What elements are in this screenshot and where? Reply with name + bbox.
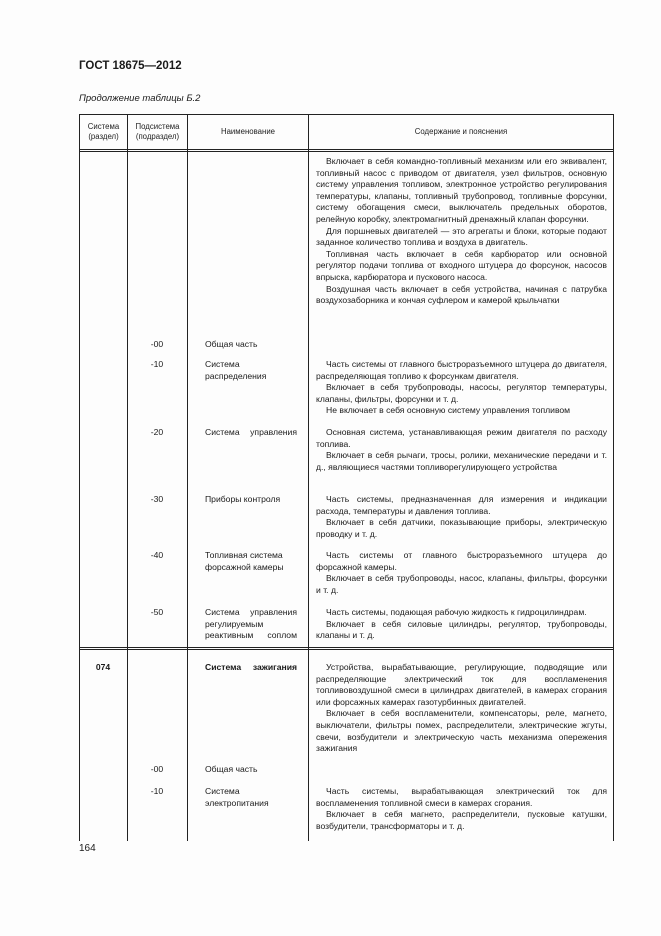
column-header-system: Система (раздел) (87, 121, 120, 141)
header-underline (79, 151, 614, 152)
table-border-left (79, 114, 80, 841)
table-caption: Продолжение таблицы Б.2 (79, 93, 201, 104)
table-row-content (316, 427, 607, 473)
table-row-content (316, 607, 607, 642)
paragraph: Основная система, устанавливающая режим двигателя по расходу топлива. (316, 427, 607, 449)
column-header-subsystem: Подсистема (подраздел) (135, 121, 180, 141)
table-row-content (316, 550, 607, 596)
paragraph: Включает в себя трубопроводы, насос, клапаны, фильтры, форсунки и т. д. (316, 573, 607, 595)
paragraph: Воздушная часть включает в себя устройства, начиная с патрубка воздухозаборника и кончая суфлером и камерой крыльчатки (316, 283, 607, 306)
item-name: Приборы контроля (205, 494, 281, 504)
table-row-content (316, 359, 607, 417)
item-name: Общая часть (205, 764, 258, 774)
item-name: Система распределения (205, 359, 267, 381)
table-b2 (79, 114, 614, 841)
table-row-content (316, 494, 607, 540)
column-header-content: Содержание и пояснения (414, 126, 508, 136)
paragraph: Включает в себя рычаги, тросы, ролики, механические передачи и т. д., являющиеся частями топливорегулирующего устройства (316, 450, 607, 472)
item-name: Система зажигания (205, 662, 297, 672)
subsystem-code: -10 (150, 786, 164, 796)
paragraph: Включает в себя магнето, распределители, пусковые катушки, возбудители, трансформаторы и т. д. (316, 809, 607, 831)
document-title: ГОСТ 18675—2012 (79, 60, 182, 72)
system-code: 074 (95, 662, 111, 672)
column-divider (127, 114, 128, 841)
section-divider (79, 647, 614, 648)
paragraph: Часть системы от главного быстроразъемного штуцера до форсажной камеры. (316, 550, 607, 572)
subsystem-code: -40 (150, 550, 164, 560)
table-border-right (613, 114, 614, 841)
item-name: Общая часть (205, 339, 258, 349)
paragraph: Для поршневых двигателей — это агрегаты и блоки, которые подают заданное количество топлива и воздуха в двигатель. (316, 225, 607, 248)
subsystem-code: -00 (150, 339, 164, 349)
paragraph: Включает в себя силовые цилиндры, регулятор, трубопроводы, клапаны и т. д. (316, 618, 607, 641)
table-row-content (316, 156, 607, 307)
item-name: Система управления (205, 427, 297, 437)
paragraph: Включает в себя командно-топливный механизм или его эквивалент, топливный насос с приводом от двигателя, узел фильтров, основную систему управления топливом, электронное устройство регулирования температуры, клапаны, топливный трубопровод, топливные форсунки, систему обогащения смеси, выключатель предельных оборотов, релейную коробку, электромагнитный дренажный клапан форсунки. (316, 156, 607, 224)
item-name: Топливная система форсажной камеры (205, 550, 284, 572)
paragraph: Часть системы, подающая рабочую жидкость к гидроцилиндрам. (326, 607, 587, 617)
paragraph: Включает в себя воспламенители, компенсаторы, реле, магнето, выключатели, фильтры помех, распределители, электрические жгуты, свечи, возбудители и электрическую часть механизма опережения зажигания (316, 708, 607, 754)
paragraph: Топливная часть включает в себя карбюратор или основной регулятор подачи топлива от входного штуцера до форсунок, насосов впрыска, карбюратора и пускового насоса. (316, 248, 607, 282)
paragraph: Часть системы от главного быстроразъемного штуцера до двигателя, распределяющая топливо к форсункам двигателя. (316, 359, 607, 381)
paragraph: Часть системы, предназначенная для измерения и индикации расхода, температуры и давления топлива. (316, 494, 607, 516)
subsystem-code: -10 (150, 359, 164, 369)
header-underline (79, 149, 614, 150)
item-name: Система электропитания (205, 786, 269, 808)
item-name: Система управления регулируемым реактивным соплом (205, 607, 297, 641)
paragraph: Не включает в себя основную систему управления топливом (326, 405, 571, 416)
table-row-content (316, 786, 607, 832)
paragraph: Включает в себя датчики, показывающие приборы, электрическую проводку и т. д. (316, 517, 607, 539)
subsystem-code: -00 (150, 764, 164, 774)
page-number: 164 (79, 843, 96, 854)
subsystem-code: -20 (150, 427, 164, 437)
subsystem-code: -50 (150, 607, 164, 617)
section-divider (79, 649, 614, 650)
paragraph: Устройства, вырабатывающие, регулирующие, подводящие или распределяющие электрический ток для воспламенения топливовоздушной смеси в цилиндрах двигателей, в камерах сгорания или форсажных камерах газотурбинных двигателей. (316, 662, 607, 707)
paragraph: Часть системы, вырабатывающая электрический ток для воспламенения топливной смеси в камерах сгорания. (316, 786, 607, 808)
column-divider (187, 114, 188, 841)
subsystem-code: -30 (150, 494, 164, 504)
column-header-name: Наименование (220, 126, 276, 136)
table-row-content (316, 662, 607, 755)
paragraph: Включает в себя трубопроводы, насосы, регулятор температуры, клапаны, фильтры, форсунки и т. д. (316, 382, 607, 404)
column-divider (308, 114, 309, 841)
